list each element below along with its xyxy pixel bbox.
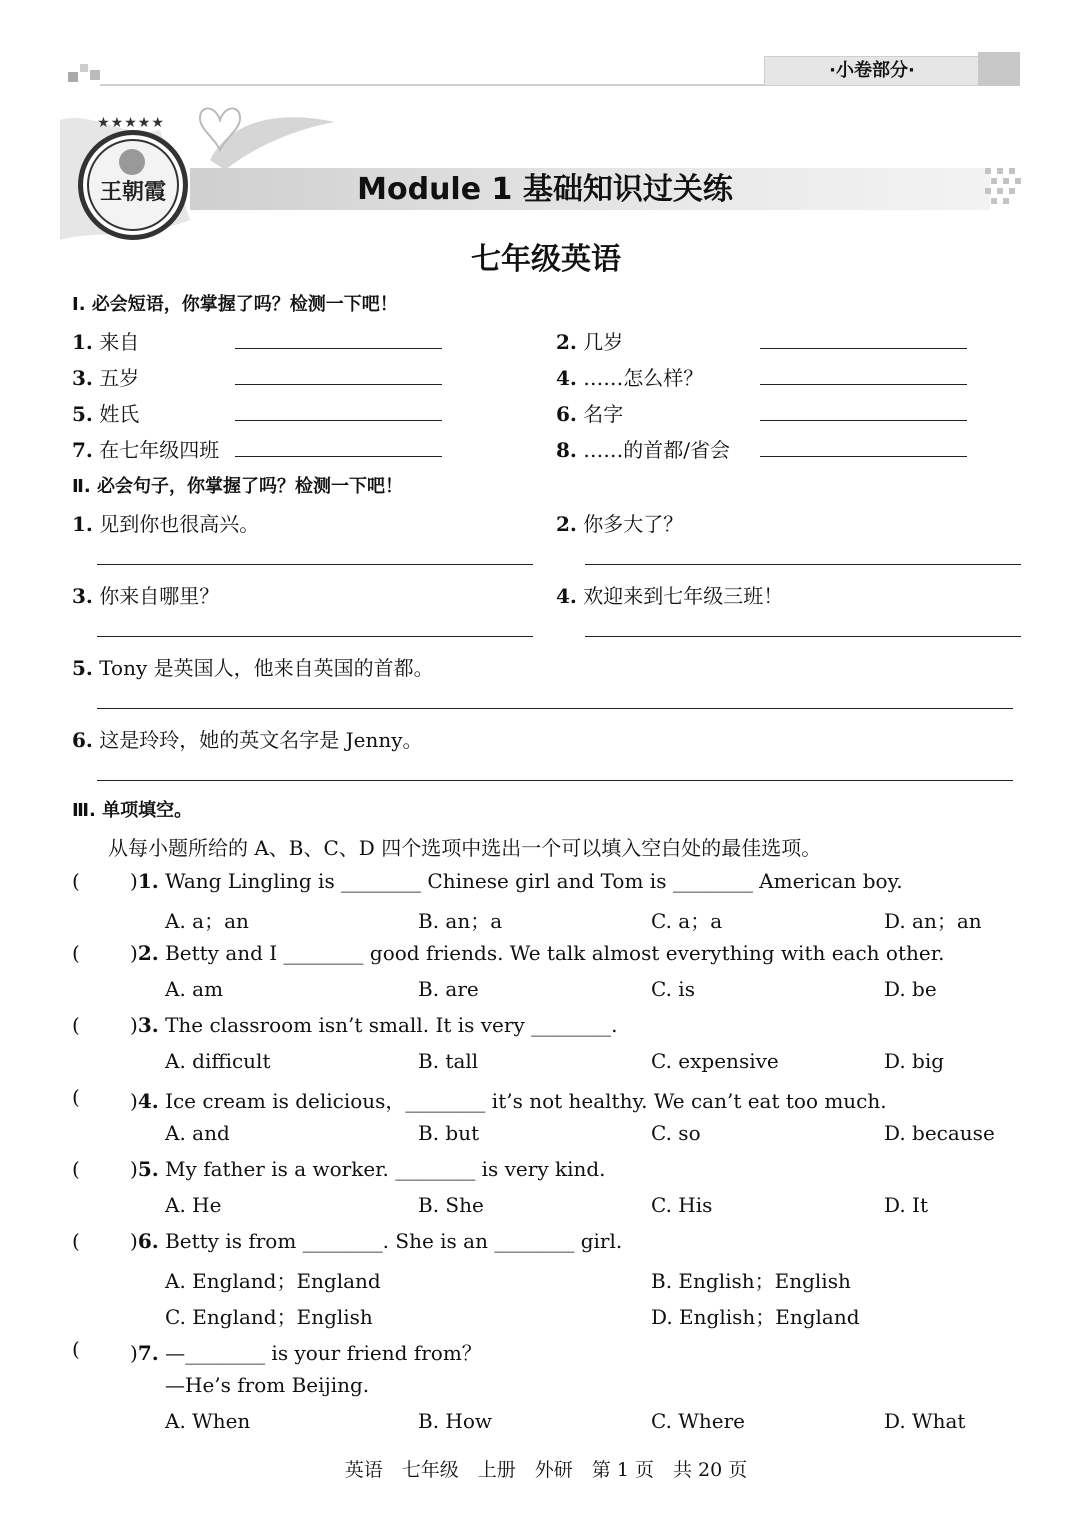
sentence-item: 1. 见到你也很高兴。: [72, 512, 260, 536]
section-3-title: Ⅲ. 单项填空。: [72, 800, 193, 821]
option[interactable]: A. and: [165, 1121, 230, 1145]
answer-line[interactable]: [97, 636, 533, 637]
option[interactable]: D. What: [884, 1409, 966, 1433]
answer-blank[interactable]: [86, 869, 128, 893]
answer-line[interactable]: [760, 456, 967, 457]
answer-line[interactable]: [760, 384, 967, 385]
page-footer: 英语 七年级 上册 外研 第 1 页 共 20 页: [344, 1459, 748, 1481]
phrase-item: 7. 在七年级四班: [72, 438, 220, 462]
option[interactable]: C. expensive: [651, 1049, 779, 1073]
option[interactable]: A. When: [165, 1409, 251, 1433]
phrase-item: 4. ……怎么样？: [556, 366, 704, 390]
section-2-title: Ⅱ. 必会句子，你掌握了吗？检测一下吧！: [72, 476, 403, 497]
logo-stars: ★★★★★: [97, 115, 165, 131]
answer-paren-open: (: [72, 869, 80, 893]
option[interactable]: D. It: [884, 1193, 928, 1217]
sentence-item: 2. 你多大了？: [556, 512, 684, 536]
answer-paren-open: (: [72, 1013, 80, 1037]
answer-blank[interactable]: [86, 1229, 128, 1253]
phrase-item: 3. 五岁: [72, 366, 140, 390]
sentence-item: 5. Tony 是英国人，他来自英国的首都。: [72, 656, 434, 680]
option[interactable]: A. am: [165, 977, 224, 1001]
question-stem: )2. Betty and I ________ good friends. We talk almost everything with each other.: [130, 941, 945, 965]
answer-paren-open: (: [72, 1229, 80, 1253]
section-3-instruction: 从每小题所给的 A、B、C、D 四个选项中选出一个可以填入空白处的最佳选项。: [108, 836, 822, 860]
answer-line[interactable]: [235, 348, 442, 349]
answer-paren-open: (: [72, 1085, 80, 1109]
answer-line[interactable]: [235, 456, 442, 457]
page-subtitle: 七年级英语: [471, 242, 621, 277]
option[interactable]: D. English；England: [651, 1305, 860, 1329]
answer-paren-open: (: [72, 1337, 80, 1361]
answer-line[interactable]: [97, 564, 533, 565]
question-stem: )7. —________ is your friend from？: [130, 1341, 482, 1365]
option[interactable]: C. is: [651, 977, 695, 1001]
answer-line[interactable]: [97, 708, 1013, 709]
title-band-dots: [985, 166, 1025, 212]
question-stem: )1. Wang Lingling is ________ Chinese girl and Tom is ________ American boy.: [130, 869, 903, 893]
module-title: Module 1 基础知识过关练: [357, 172, 733, 207]
option[interactable]: B. She: [418, 1193, 484, 1217]
sentence-item: 4. 欢迎来到七年级三班！: [556, 584, 784, 608]
sentence-item: 6. 这是玲玲，她的英文名字是 Jenny。: [72, 728, 423, 752]
answer-paren-open: (: [72, 1157, 80, 1181]
option[interactable]: C. His: [651, 1193, 713, 1217]
question-stem: )4. Ice cream is delicious，________ it’s not healthy. We can’t eat too much.: [130, 1089, 887, 1113]
answer-blank[interactable]: [86, 1337, 128, 1361]
option[interactable]: D. because: [884, 1121, 995, 1145]
phrase-item: 1. 来自: [72, 330, 140, 354]
option[interactable]: B. but: [418, 1121, 480, 1145]
question-stem: )5. My father is a worker. ________ is very kind.: [130, 1157, 606, 1181]
option[interactable]: B. How: [418, 1409, 493, 1433]
option[interactable]: C. Where: [651, 1409, 745, 1433]
option[interactable]: B. tall: [418, 1049, 479, 1073]
answer-line[interactable]: [760, 348, 967, 349]
question-stem: )6. Betty is from ________. She is an ________ girl.: [130, 1229, 623, 1253]
option[interactable]: A. He: [165, 1193, 222, 1217]
option[interactable]: D. be: [884, 977, 937, 1001]
answer-blank[interactable]: [86, 1085, 128, 1109]
option[interactable]: A. a；an: [165, 909, 249, 933]
option[interactable]: B. an；a: [418, 909, 503, 933]
answer-line[interactable]: [97, 780, 1013, 781]
option[interactable]: C. a；a: [651, 909, 723, 933]
option[interactable]: A. England；England: [165, 1269, 381, 1293]
section-1-title: Ⅰ. 必会短语，你掌握了吗？检测一下吧！: [72, 294, 398, 315]
question-stem-line-2: —He’s from Beijing.: [165, 1373, 370, 1397]
phrase-item: 5. 姓氏: [72, 402, 140, 426]
logo-text: 王朝霞: [99, 179, 166, 205]
logo-face-icon: [119, 149, 145, 175]
answer-line[interactable]: [760, 420, 967, 421]
answer-blank[interactable]: [86, 1157, 128, 1181]
option[interactable]: C. so: [651, 1121, 701, 1145]
option[interactable]: D. an；an: [884, 909, 982, 933]
answer-blank[interactable]: [86, 941, 128, 965]
option[interactable]: B. are: [418, 977, 479, 1001]
answer-line[interactable]: [585, 564, 1021, 565]
phrase-item: 6. 名字: [556, 402, 624, 426]
phrase-item: 2. 几岁: [556, 330, 624, 354]
answer-blank[interactable]: [86, 1013, 128, 1037]
option[interactable]: D. big: [884, 1049, 945, 1073]
option[interactable]: C. England；English: [165, 1305, 373, 1329]
answer-line[interactable]: [585, 636, 1021, 637]
header-tag-block: [978, 52, 1020, 86]
option[interactable]: A. difficult: [165, 1049, 271, 1073]
corner-decoration: [68, 62, 104, 86]
phrase-item: 8. ……的首都/省会: [556, 438, 730, 462]
logo-emblem: [78, 130, 188, 240]
header-tag: ·小卷部分·: [764, 56, 980, 86]
answer-line[interactable]: [235, 384, 442, 385]
option[interactable]: B. English；English: [651, 1269, 851, 1293]
answer-paren-open: (: [72, 941, 80, 965]
answer-line[interactable]: [235, 420, 442, 421]
question-stem: )3. The classroom isn’t small. It is very ________.: [130, 1013, 618, 1037]
sentence-item: 3. 你来自哪里？: [72, 584, 220, 608]
